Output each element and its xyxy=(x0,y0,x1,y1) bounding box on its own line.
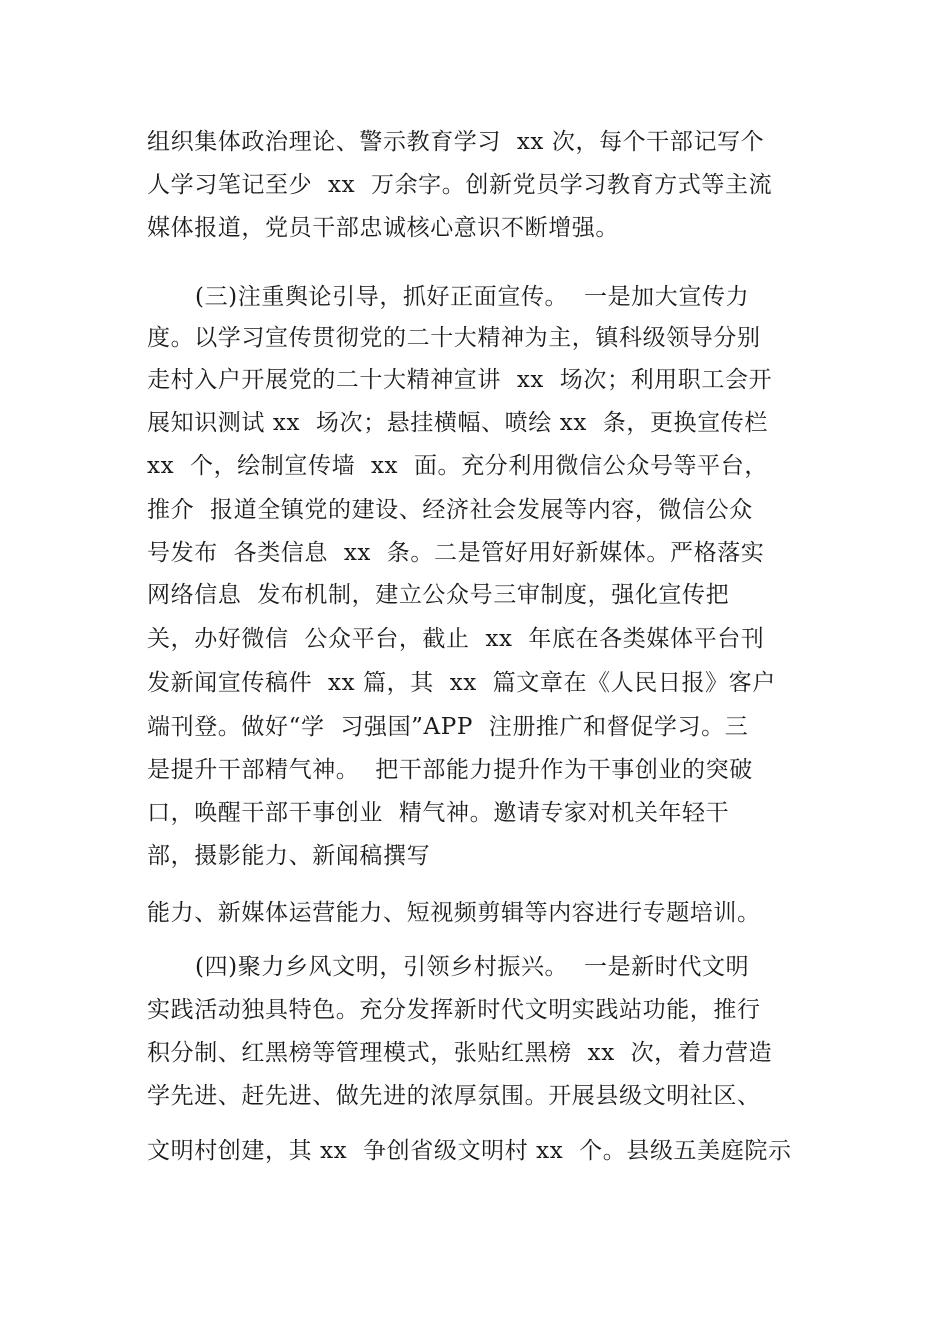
body-text-line: 部，摄影能力、新闻稿撰写 xyxy=(147,843,431,869)
body-text-line: 学先进、赶先进、做先进的浓厚氛围。开展县级文明社区、 xyxy=(147,1083,761,1109)
body-text-line: 实践活动独具特色。充分发挥新时代文明实践站功能，推行 xyxy=(147,997,761,1023)
body-text-line: xx 个，绘制宣传墙 xx 面。充分利用微信公众号等平台， xyxy=(147,453,768,479)
body-text-line: 积分制、红黑榜等管理模式，张贴红黑榜 xx 次，着力营造 xyxy=(147,1040,773,1066)
body-text-line: 媒体报道，党员干部忠诚核心意识不断增强。 xyxy=(147,215,619,241)
body-text-line: 是提升干部精气神。 把干部能力提升作为干事创业的突破 xyxy=(147,757,753,783)
body-text-line: 推介 报道全镇党的建设、经济社会发展等内容，微信公众 xyxy=(147,497,753,523)
body-text-line: 度。以学习宣传贯彻党的二十大精神为主，镇科级领导分别 xyxy=(147,325,761,351)
body-text-line: 组织集体政治理论、警示教育学习 xx 次，每个干部记写个 xyxy=(147,129,765,155)
body-text-line: 走村入户开展党的二十大精神宣讲 xx 场次；利用职工会开 xyxy=(147,367,773,393)
body-text-line: 关，办好微信 公众平台，截止 xx 年底在各类媒体平台刊 xyxy=(147,626,765,652)
body-text-line: 能力、新媒体运营能力、短视频剪辑等内容进行专题培训。 xyxy=(147,900,761,926)
body-text-line: 人学习笔记至少 xx 万余字。创新党员学习教育方式等主流 xyxy=(147,172,773,198)
body-text-line: 端刊登。做好“学 习强国”APP 注册推广和督促学习。三 xyxy=(147,714,749,740)
section-heading-3: (三)注重舆论引导，抓好正面宣传。 一是加大宣传力 xyxy=(195,284,750,310)
body-text-line: 号发布 各类信息 xx 条。二是管好用好新媒体。严格落实 xyxy=(147,540,765,566)
body-text-line: 文明村创建，其 xx 争创省级文明村 xx 个。县级五美庭院示 xyxy=(147,1138,792,1164)
section-heading-4: (四)聚力乡风文明，引领乡村振兴。 一是新时代文明 xyxy=(195,954,750,980)
body-text-line: 展知识测试 xx 场次；悬挂横幅、喷绘 xx 条，更换宣传栏 xyxy=(147,410,768,436)
body-text-line: 网络信息 发布机制，建立公众号三审制度，强化宣传把 xyxy=(147,582,730,608)
body-text-line: 发新闻宣传稿件 xx 篇，其 xx 篇文章在《人民日报》客户 xyxy=(147,670,776,696)
body-text-line: 口，唤醒干部干事创业 精气神。邀请专家对机关年轻干 xyxy=(147,800,730,826)
